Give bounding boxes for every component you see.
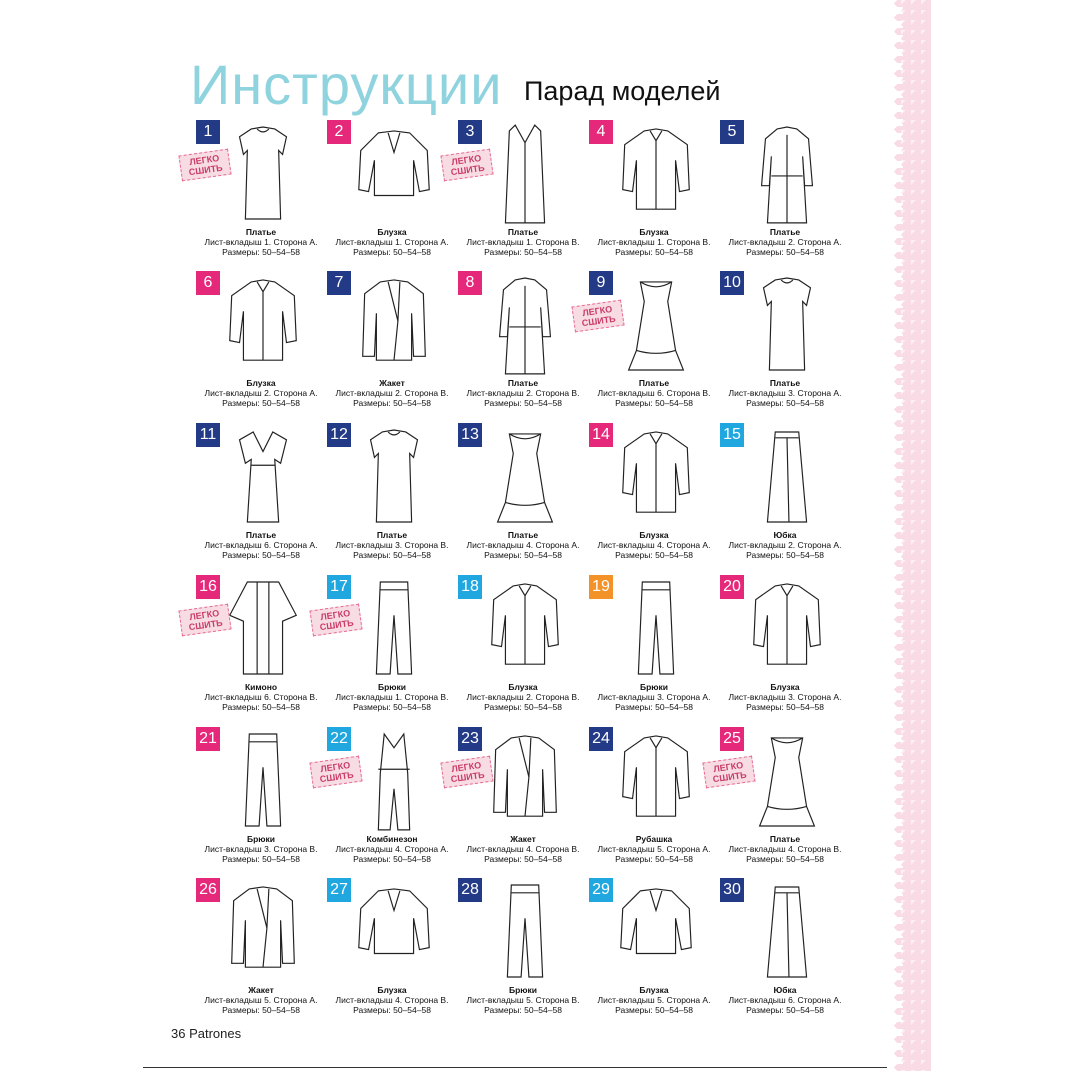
model-sizes: Размеры: 50–54–58 xyxy=(222,1005,300,1015)
model-name: Блузка xyxy=(246,378,276,388)
easy-sew-stamp: ЛЕГКО СШИТЬ xyxy=(571,300,624,333)
model-sizes: Размеры: 50–54–58 xyxy=(353,1005,431,1015)
shirt-icon xyxy=(611,727,701,833)
model-number-badge: 1 xyxy=(196,120,220,144)
model-card xyxy=(196,423,326,568)
trousers-icon xyxy=(611,575,701,681)
model-card xyxy=(196,878,326,1023)
model-card xyxy=(458,878,588,1023)
model-name: Блузка xyxy=(639,227,669,237)
model-number-badge: 17 xyxy=(327,575,351,599)
model-name: Юбка xyxy=(773,530,797,540)
model-caption xyxy=(579,227,729,257)
blouse-icon xyxy=(349,878,439,984)
model-card xyxy=(196,727,326,872)
model-card xyxy=(589,878,719,1023)
model-sheet: Лист-вкладыш 1. Сторона В. xyxy=(335,692,449,702)
shirt-dress-icon xyxy=(742,120,832,226)
model-sizes: Размеры: 50–54–58 xyxy=(746,398,824,408)
model-number-badge: 13 xyxy=(458,423,482,447)
model-caption xyxy=(317,530,467,560)
model-number-badge: 26 xyxy=(196,878,220,902)
model-name: Рубашка xyxy=(635,834,673,844)
model-name: Платье xyxy=(376,530,408,540)
model-sizes: Размеры: 50–54–58 xyxy=(746,702,824,712)
model-number-badge: 19 xyxy=(589,575,613,599)
dress-icon xyxy=(742,271,832,377)
model-sizes: Размеры: 50–54–58 xyxy=(222,702,300,712)
model-number-badge: 9 xyxy=(589,271,613,295)
model-name: Блузка xyxy=(770,682,800,692)
model-sheet: Лист-вкладыш 3. Сторона А. xyxy=(728,692,842,702)
model-name: Жакет xyxy=(379,378,405,388)
model-sizes: Размеры: 50–54–58 xyxy=(353,702,431,712)
model-number-badge: 27 xyxy=(327,878,351,902)
model-card xyxy=(712,727,850,872)
model-caption xyxy=(448,985,598,1015)
model-caption xyxy=(448,378,598,408)
model-caption xyxy=(317,682,467,712)
model-card xyxy=(458,423,588,568)
model-caption xyxy=(448,227,598,257)
model-card xyxy=(720,423,850,568)
model-number-badge: 10 xyxy=(720,271,744,295)
shirt-icon xyxy=(218,271,308,377)
model-caption xyxy=(579,378,729,408)
easy-sew-stamp: ЛЕГКО СШИТЬ xyxy=(178,604,231,637)
model-sheet: Лист-вкладыш 2. Сторона В. xyxy=(335,388,449,398)
jacket-icon xyxy=(349,271,439,377)
trousers-icon xyxy=(480,878,570,984)
dress-icon xyxy=(349,423,439,529)
blouse-icon xyxy=(611,878,701,984)
model-name: Платье xyxy=(769,834,801,844)
model-sheet: Лист-вкладыш 3. Сторона А. xyxy=(597,692,711,702)
model-caption xyxy=(317,227,467,257)
model-name: Платье xyxy=(638,378,670,388)
model-name: Жакет xyxy=(510,834,536,844)
model-caption xyxy=(186,834,336,864)
easy-sew-stamp: ЛЕГКО СШИТЬ xyxy=(309,756,362,789)
model-sheet: Лист-вкладыш 1. Сторона А. xyxy=(204,237,318,247)
model-number-badge: 14 xyxy=(589,423,613,447)
model-number-badge: 4 xyxy=(589,120,613,144)
model-sheet: Лист-вкладыш 2. Сторона А. xyxy=(204,388,318,398)
model-number-badge: 20 xyxy=(720,575,744,599)
jacket-icon xyxy=(218,878,308,984)
model-sizes: Размеры: 50–54–58 xyxy=(746,854,824,864)
model-sizes: Размеры: 50–54–58 xyxy=(615,398,693,408)
model-card xyxy=(319,575,457,720)
model-sheet: Лист-вкладыш 4. Сторона А. xyxy=(335,844,449,854)
model-sheet: Лист-вкладыш 6. Сторона В. xyxy=(204,692,318,702)
model-sizes: Размеры: 50–54–58 xyxy=(615,247,693,257)
model-number-badge: 6 xyxy=(196,271,220,295)
model-number-badge: 16 xyxy=(196,575,220,599)
model-sizes: Размеры: 50–54–58 xyxy=(484,398,562,408)
model-card xyxy=(327,271,457,416)
easy-sew-stamp: ЛЕГКО СШИТЬ xyxy=(440,756,493,789)
model-caption xyxy=(317,834,467,864)
model-card xyxy=(458,575,588,720)
model-number-badge: 22 xyxy=(327,727,351,751)
model-sheet: Лист-вкладыш 2. Сторона А. xyxy=(728,237,842,247)
model-caption xyxy=(710,530,860,560)
model-number-badge: 18 xyxy=(458,575,482,599)
magazine-brand: Patrones xyxy=(189,1026,242,1041)
shirt-icon xyxy=(611,120,701,226)
blouse-icon xyxy=(349,120,439,226)
model-number-badge: 5 xyxy=(720,120,744,144)
model-name: Брюки xyxy=(246,834,276,844)
model-card xyxy=(196,271,326,416)
wrap-dress-icon xyxy=(218,423,308,529)
model-number-badge: 21 xyxy=(196,727,220,751)
model-name: Блузка xyxy=(639,530,669,540)
page-title: Инструкции xyxy=(190,53,503,116)
model-sizes: Размеры: 50–54–58 xyxy=(222,550,300,560)
skirt-icon xyxy=(742,423,832,529)
model-name: Жакет xyxy=(248,985,274,995)
model-sizes: Размеры: 50–54–58 xyxy=(746,247,824,257)
model-sizes: Размеры: 50–54–58 xyxy=(615,702,693,712)
model-card xyxy=(720,120,850,265)
shirt-icon xyxy=(742,575,832,681)
model-card xyxy=(720,878,850,1023)
model-card xyxy=(589,575,719,720)
model-caption xyxy=(710,378,860,408)
model-name: Блузка xyxy=(508,682,538,692)
model-sizes: Размеры: 50–54–58 xyxy=(484,247,562,257)
footer-rule xyxy=(143,1067,887,1068)
model-sizes: Размеры: 50–54–58 xyxy=(222,398,300,408)
model-caption xyxy=(448,530,598,560)
model-name: Платье xyxy=(507,227,539,237)
model-name: Брюки xyxy=(508,985,538,995)
model-sizes: Размеры: 50–54–58 xyxy=(746,1005,824,1015)
model-sheet: Лист-вкладыш 4. Сторона А. xyxy=(597,540,711,550)
model-card xyxy=(720,575,850,720)
model-sheet: Лист-вкладыш 3. Сторона А. xyxy=(728,388,842,398)
model-caption xyxy=(317,378,467,408)
model-name: Блузка xyxy=(377,985,407,995)
model-sizes: Размеры: 50–54–58 xyxy=(615,550,693,560)
model-sheet: Лист-вкладыш 2. Сторона В. xyxy=(466,388,580,398)
model-name: Платье xyxy=(769,378,801,388)
model-card xyxy=(188,575,326,720)
model-card xyxy=(188,120,326,265)
ruffle-dress-icon xyxy=(480,423,570,529)
model-card xyxy=(327,878,457,1023)
model-card xyxy=(581,271,719,416)
model-sheet: Лист-вкладыш 3. Сторона В. xyxy=(204,844,318,854)
model-sheet: Лист-вкладыш 4. Сторона А. xyxy=(466,540,580,550)
model-number-badge: 24 xyxy=(589,727,613,751)
model-card xyxy=(327,120,457,265)
model-card xyxy=(450,727,588,872)
skirt-icon xyxy=(742,878,832,984)
model-sheet: Лист-вкладыш 5. Сторона А. xyxy=(597,844,711,854)
model-sizes: Размеры: 50–54–58 xyxy=(353,550,431,560)
model-sizes: Размеры: 50–54–58 xyxy=(484,1005,562,1015)
shirt-icon xyxy=(611,423,701,529)
model-caption xyxy=(710,834,860,864)
model-caption xyxy=(579,682,729,712)
model-caption xyxy=(186,378,336,408)
model-number-badge: 30 xyxy=(720,878,744,902)
easy-sew-stamp: ЛЕГКО СШИТЬ xyxy=(440,149,493,182)
model-caption xyxy=(186,682,336,712)
model-caption xyxy=(186,227,336,257)
model-sheet: Лист-вкладыш 4. Сторона В. xyxy=(728,844,842,854)
model-sizes: Размеры: 50–54–58 xyxy=(353,854,431,864)
model-sizes: Размеры: 50–54–58 xyxy=(484,550,562,560)
model-number-badge: 12 xyxy=(327,423,351,447)
model-name: Брюки xyxy=(639,682,669,692)
model-caption xyxy=(579,834,729,864)
shirt-icon xyxy=(480,575,570,681)
model-number-badge: 28 xyxy=(458,878,482,902)
model-caption xyxy=(186,985,336,1015)
model-number-badge: 29 xyxy=(589,878,613,902)
shirt-dress-icon xyxy=(480,271,570,377)
model-caption xyxy=(710,682,860,712)
model-name: Блузка xyxy=(377,227,407,237)
model-sheet: Лист-вкладыш 1. Сторона А. xyxy=(335,237,449,247)
model-sheet: Лист-вкладыш 4. Сторона В. xyxy=(335,995,449,1005)
model-card xyxy=(458,271,588,416)
model-sheet: Лист-вкладыш 2. Сторона В. xyxy=(466,692,580,702)
model-card xyxy=(450,120,588,265)
model-name: Платье xyxy=(245,530,277,540)
model-number-badge: 7 xyxy=(327,271,351,295)
page-subtitle: Парад моделей xyxy=(524,76,721,106)
trousers-icon xyxy=(218,727,308,833)
decorative-side-stripe xyxy=(891,0,931,1071)
model-sizes: Размеры: 50–54–58 xyxy=(222,854,300,864)
model-caption xyxy=(579,530,729,560)
model-card xyxy=(720,271,850,416)
page-footer xyxy=(171,1026,241,1041)
model-sheet: Лист-вкладыш 3. Сторона В. xyxy=(335,540,449,550)
model-card xyxy=(589,727,719,872)
model-name: Платье xyxy=(769,227,801,237)
model-name: Комбинезон xyxy=(366,834,418,844)
model-sizes: Размеры: 50–54–58 xyxy=(353,247,431,257)
model-sheet: Лист-вкладыш 2. Сторона А. xyxy=(728,540,842,550)
model-caption xyxy=(448,682,598,712)
easy-sew-stamp: ЛЕГКО СШИТЬ xyxy=(309,604,362,637)
model-number-badge: 8 xyxy=(458,271,482,295)
model-sizes: Размеры: 50–54–58 xyxy=(615,854,693,864)
model-sheet: Лист-вкладыш 5. Сторона В. xyxy=(466,995,580,1005)
model-card xyxy=(319,727,457,872)
model-number-badge: 3 xyxy=(458,120,482,144)
model-sizes: Размеры: 50–54–58 xyxy=(222,247,300,257)
model-number-badge: 25 xyxy=(720,727,744,751)
model-number-badge: 2 xyxy=(327,120,351,144)
model-name: Платье xyxy=(507,378,539,388)
model-sizes: Размеры: 50–54–58 xyxy=(484,702,562,712)
model-caption xyxy=(710,227,860,257)
model-sizes: Размеры: 50–54–58 xyxy=(615,1005,693,1015)
model-number-badge: 23 xyxy=(458,727,482,751)
model-sheet: Лист-вкладыш 4. Сторона В. xyxy=(466,844,580,854)
model-caption xyxy=(317,985,467,1015)
model-name: Кимоно xyxy=(244,682,278,692)
model-caption xyxy=(579,985,729,1015)
model-sheet: Лист-вкладыш 5. Сторона А. xyxy=(597,995,711,1005)
model-sheet: Лист-вкладыш 6. Сторона А. xyxy=(728,995,842,1005)
model-sizes: Размеры: 50–54–58 xyxy=(484,854,562,864)
model-card xyxy=(589,423,719,568)
model-name: Платье xyxy=(245,227,277,237)
model-name: Платье xyxy=(507,530,539,540)
model-sizes: Размеры: 50–54–58 xyxy=(353,398,431,408)
model-caption xyxy=(186,530,336,560)
easy-sew-stamp: ЛЕГКО СШИТЬ xyxy=(702,756,755,789)
model-sheet: Лист-вкладыш 5. Сторона А. xyxy=(204,995,318,1005)
model-number-badge: 11 xyxy=(196,423,220,447)
model-sheet: Лист-вкладыш 6. Сторона В. xyxy=(597,388,711,398)
model-sheet: Лист-вкладыш 1. Сторона В. xyxy=(466,237,580,247)
model-card xyxy=(589,120,719,265)
model-caption xyxy=(710,985,860,1015)
model-name: Блузка xyxy=(639,985,669,995)
page-number: 36 xyxy=(171,1026,186,1041)
model-number-badge: 15 xyxy=(720,423,744,447)
model-card xyxy=(327,423,457,568)
model-name: Юбка xyxy=(773,985,797,995)
model-sheet: Лист-вкладыш 6. Сторона А. xyxy=(204,540,318,550)
model-sizes: Размеры: 50–54–58 xyxy=(746,550,824,560)
easy-sew-stamp: ЛЕГКО СШИТЬ xyxy=(178,149,231,182)
model-sheet: Лист-вкладыш 1. Сторона В. xyxy=(597,237,711,247)
model-caption xyxy=(448,834,598,864)
model-name: Брюки xyxy=(377,682,407,692)
